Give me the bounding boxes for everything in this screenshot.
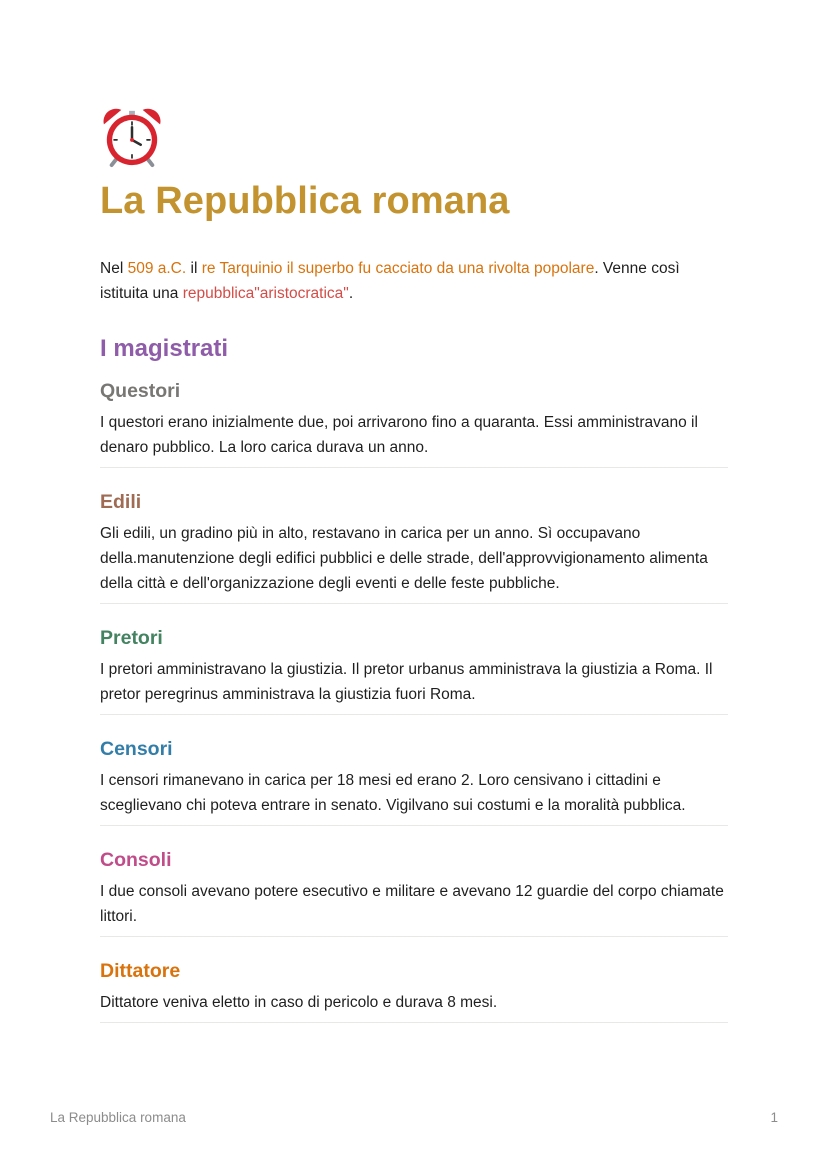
section-text: I due consoli avevano potere esecutivo e militare e avevano 12 guardie del corpo chiamate littori. bbox=[100, 883, 724, 925]
section-censori bbox=[100, 734, 728, 826]
section-consoli bbox=[100, 845, 728, 937]
page-title: La Repubblica romana bbox=[100, 180, 510, 222]
section-text: I questori erano inizialmente due, poi arrivarono fino a quaranta. Essi amministravano il denaro pubblico. La loro carica durava un anno. bbox=[100, 414, 698, 456]
section-text: I pretori amministravano la giustizia. Il pretor urbanus amministrava la giustizia a Roma. Il pretor peregrinus amministrava la giustizia fuori Roma. bbox=[100, 661, 713, 703]
page-number: 1 bbox=[770, 1110, 778, 1125]
alarm-clock-icon bbox=[101, 106, 163, 168]
section-heading: Consoli bbox=[100, 849, 172, 871]
magistrates-list bbox=[100, 376, 728, 1023]
section-heading: Questori bbox=[100, 380, 181, 402]
section-heading: Pretori bbox=[100, 627, 163, 649]
section-edili bbox=[100, 487, 728, 604]
page-footer bbox=[50, 1109, 778, 1127]
section-text: Dittatore veniva eletto in caso di pericolo e durava 8 mesi. bbox=[100, 994, 498, 1011]
section-heading: Edili bbox=[100, 491, 142, 513]
intro-paragraph bbox=[100, 256, 728, 306]
section-heading: Dittatore bbox=[100, 960, 181, 982]
document-page bbox=[100, 106, 728, 1023]
intro-text-3: . Venne così istituita una bbox=[100, 260, 680, 302]
intro-event-highlight: re Tarquinio il superbo fu cacciato da una rivolta popolare bbox=[201, 260, 595, 277]
section-text: I censori rimanevano in carica per 18 mesi ed erano 2. Loro censivano i cittadini e sceglievano chi poteva entrare in senato. Vigilvano sui costumi e la moralità pubblica. bbox=[100, 772, 686, 814]
section-heading: Censori bbox=[100, 738, 173, 760]
section-text: Gli edili, un gradino più in alto, restavano in carica per un anno. Sì occupavano della.manutenzione degli edifici pubblici e delle strade, dell'approvvigionamento alimenta della città e dell'organizzazione degli eventi e delle feste pubbliche. bbox=[100, 525, 708, 592]
intro-text-2: il bbox=[186, 260, 202, 277]
section-pretori bbox=[100, 623, 728, 715]
intro-date-highlight: 509 a.C. bbox=[127, 260, 187, 277]
intro-republic-highlight: repubblica"aristocratica" bbox=[182, 285, 349, 302]
intro-text-4: . bbox=[348, 285, 354, 302]
section-dittatore bbox=[100, 956, 728, 1023]
section-subtitle: I magistrati bbox=[100, 335, 229, 362]
footer-title: La Repubblica romana bbox=[50, 1110, 186, 1125]
intro-text-1: Nel bbox=[100, 260, 128, 277]
section-questori bbox=[100, 376, 728, 468]
